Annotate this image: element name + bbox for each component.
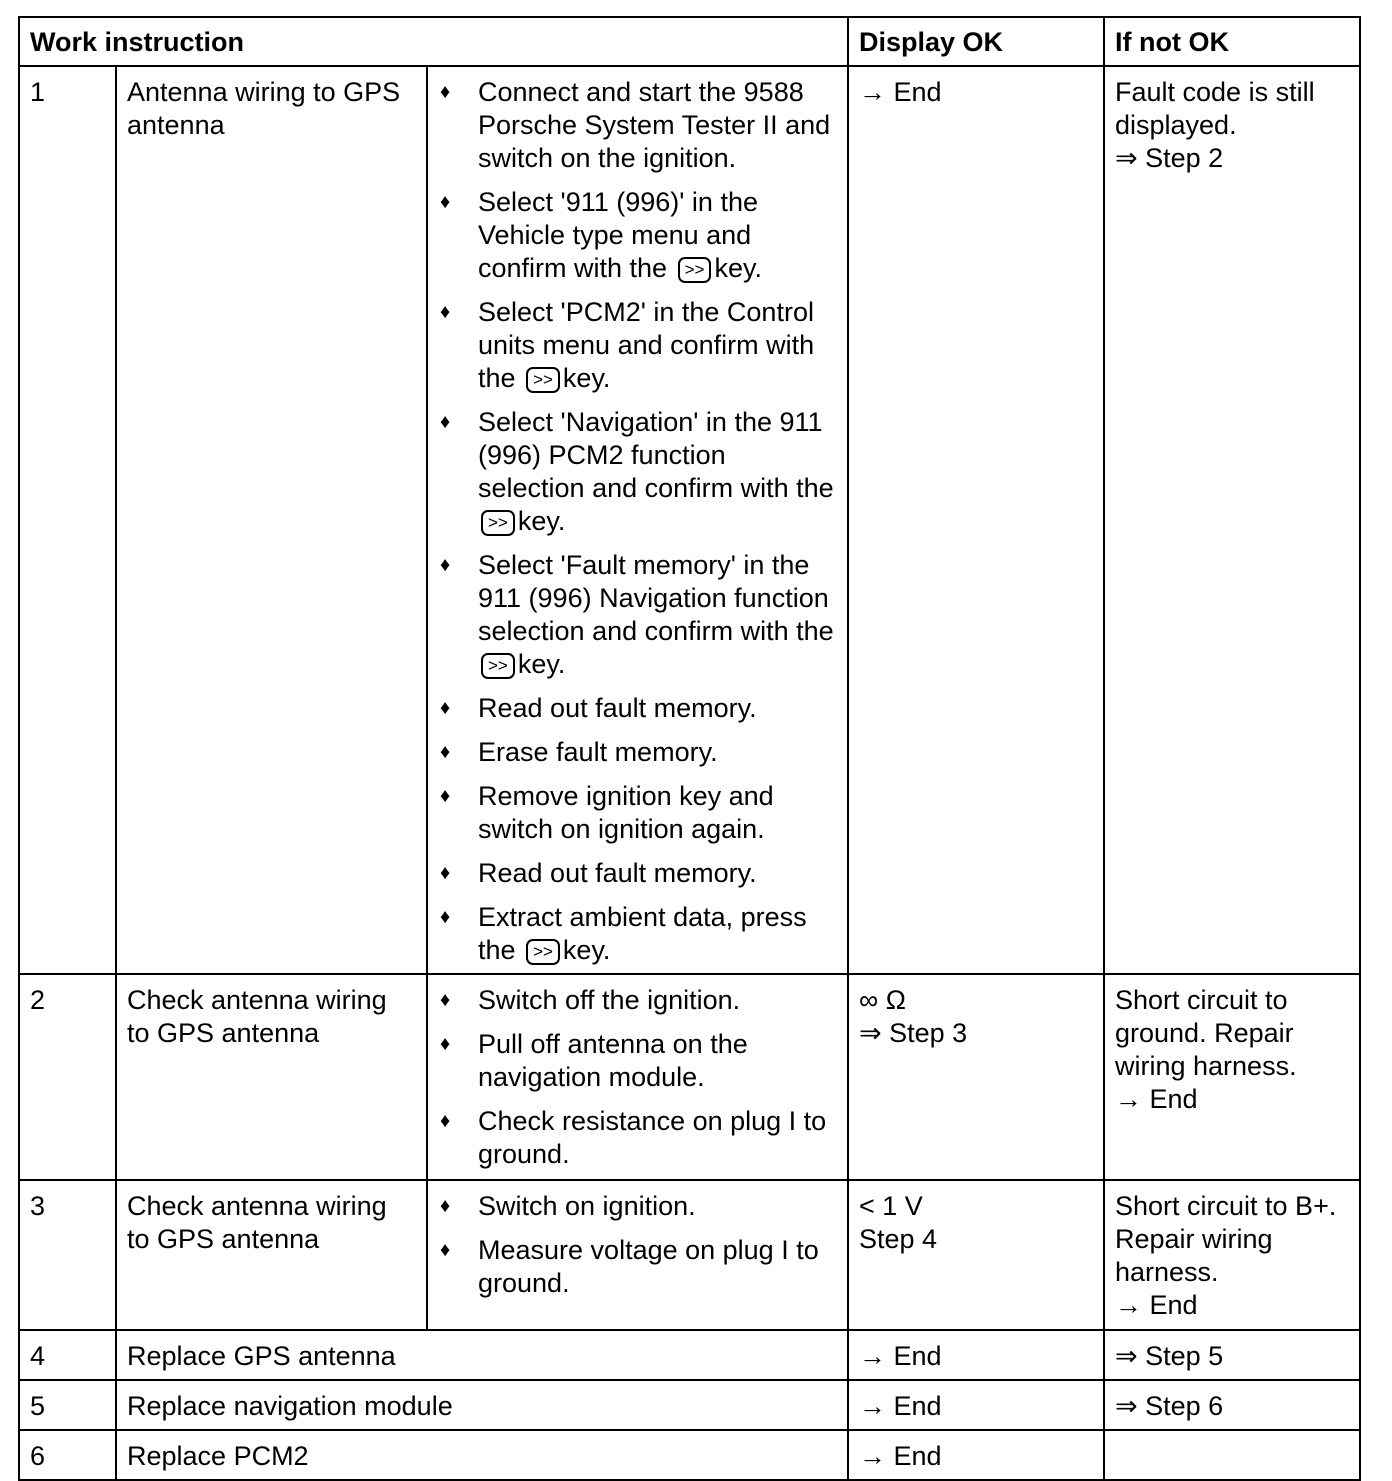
display-ok-cell: → End	[848, 1330, 1104, 1380]
diamond-bullet-icon: ♦	[440, 906, 451, 928]
step-text: Switch off the ignition.	[478, 985, 741, 1015]
display-ok-cell	[848, 66, 1104, 974]
instruction-step	[438, 296, 837, 395]
step-text: Erase fault memory.	[478, 737, 718, 767]
display-ok-cell: → End	[848, 1430, 1104, 1480]
diamond-bullet-icon: ♦	[440, 785, 451, 807]
diamond-bullet-icon: ♦	[440, 1195, 451, 1217]
table-row	[19, 1380, 1360, 1430]
forward-key-icon: >>	[526, 367, 560, 393]
diamond-bullet-icon: ♦	[440, 81, 451, 103]
cell-line: → End	[1115, 1084, 1198, 1114]
instruction-step	[438, 984, 837, 1017]
work-instruction-table	[18, 16, 1361, 1481]
cell-line: Short circuit to B+. Repair wiring harness.	[1115, 1191, 1337, 1287]
diamond-bullet-icon: ♦	[440, 697, 451, 719]
cell-line: ⇒ Step 3	[859, 1018, 968, 1048]
step-title: Replace PCM2	[116, 1430, 848, 1480]
step-text: Read out fault memory.	[478, 693, 757, 723]
cell-line: ∞ Ω	[859, 985, 906, 1015]
instruction-step	[438, 1190, 837, 1223]
instruction-step	[438, 692, 837, 725]
forward-key-icon: >>	[526, 939, 560, 965]
display-ok-cell	[848, 1180, 1104, 1330]
diamond-bullet-icon: ♦	[440, 411, 451, 433]
header-display-ok: Display OK	[848, 17, 1104, 66]
step-number: 6	[19, 1430, 116, 1480]
forward-key-icon: >>	[481, 653, 515, 679]
step-text: Remove ignition key and switch on ignition again.	[478, 781, 774, 844]
instruction-step	[438, 186, 837, 285]
step-title: Antenna wiring to GPS antenna	[116, 66, 427, 974]
diamond-bullet-icon: ♦	[440, 1239, 451, 1261]
step-number: 3	[19, 1180, 116, 1330]
diamond-bullet-icon: ♦	[440, 301, 451, 323]
step-number: 5	[19, 1380, 116, 1430]
if-not-ok-cell	[1104, 974, 1360, 1180]
instruction-step	[438, 1105, 837, 1171]
diamond-bullet-icon: ♦	[440, 1033, 451, 1055]
step-text-end: key.	[714, 253, 762, 283]
step-number: 2	[19, 974, 116, 1180]
step-text: Select '911 (996)' in the Vehicle type menu and confirm with the	[478, 187, 758, 283]
instruction-step	[438, 76, 837, 175]
step-title: Replace GPS antenna	[116, 1330, 848, 1380]
table-row	[19, 1180, 1360, 1330]
step-number: 1	[19, 66, 116, 974]
if-not-ok-cell: ⇒ Step 6	[1104, 1380, 1360, 1430]
display-ok-cell: → End	[848, 1380, 1104, 1430]
step-text: Select 'Fault memory' in the 911 (996) Navigation function selection and confirm with the	[478, 550, 834, 646]
forward-key-icon: >>	[678, 257, 712, 283]
step-title: Check antenna wiring to GPS antenna	[116, 974, 427, 1180]
step-instructions	[427, 974, 848, 1180]
step-text: Read out fault memory.	[478, 858, 757, 888]
cell-line: Step 4	[859, 1224, 938, 1254]
instruction-step	[438, 406, 837, 538]
step-text: Pull off antenna on the navigation module.	[478, 1029, 748, 1092]
cell-line: → End	[859, 77, 942, 107]
step-text-end: key.	[517, 506, 566, 536]
step-text: Check resistance on plug I to ground.	[478, 1106, 827, 1169]
step-instructions	[427, 1180, 848, 1330]
if-not-ok-cell: ⇒ Step 5	[1104, 1330, 1360, 1380]
cell-line: Short circuit to ground. Repair wiring harness.	[1115, 985, 1297, 1081]
diamond-bullet-icon: ♦	[440, 741, 451, 763]
instruction-step	[438, 901, 837, 967]
step-title: Replace navigation module	[116, 1380, 848, 1430]
instruction-step	[438, 736, 837, 769]
table-header-row	[19, 17, 1360, 66]
if-not-ok-cell	[1104, 1430, 1360, 1480]
step-text: Select 'PCM2' in the Control units menu and confirm with the	[478, 297, 815, 393]
diamond-bullet-icon: ♦	[440, 989, 451, 1011]
step-text-end: key.	[562, 363, 611, 393]
diamond-bullet-icon: ♦	[440, 554, 451, 576]
step-text-end: key.	[562, 935, 611, 965]
table-row	[19, 1430, 1360, 1480]
header-if-not-ok: If not OK	[1104, 17, 1360, 66]
table-row	[19, 66, 1360, 974]
instruction-step	[438, 1028, 837, 1094]
forward-key-icon: >>	[481, 510, 515, 536]
cell-line: → End	[1115, 1290, 1198, 1320]
header-work-instruction: Work instruction	[19, 17, 848, 66]
instruction-step	[438, 780, 837, 846]
cell-line: ⇒ Step 2	[1115, 143, 1224, 173]
step-text: Select 'Navigation' in the 911 (996) PCM2 function selection and confirm with the	[478, 407, 834, 503]
table-row	[19, 1330, 1360, 1380]
step-text: Extract ambient data, press the	[478, 902, 807, 965]
step-text-end: key.	[517, 649, 566, 679]
instruction-step	[438, 857, 837, 890]
step-text: Connect and start the 9588 Porsche System Tester II and switch on the ignition.	[478, 77, 831, 173]
diamond-bullet-icon: ♦	[440, 1110, 451, 1132]
instruction-step	[438, 1234, 837, 1300]
step-title: Check antenna wiring to GPS antenna	[116, 1180, 427, 1330]
table-row	[19, 974, 1360, 1180]
cell-line: Fault code is still displayed.	[1115, 77, 1315, 140]
if-not-ok-cell	[1104, 1180, 1360, 1330]
step-text: Measure voltage on plug I to ground.	[478, 1235, 819, 1298]
step-number: 4	[19, 1330, 116, 1380]
instruction-step	[438, 549, 837, 681]
if-not-ok-cell	[1104, 66, 1360, 974]
diamond-bullet-icon: ♦	[440, 862, 451, 884]
display-ok-cell	[848, 974, 1104, 1180]
diamond-bullet-icon: ♦	[440, 191, 451, 213]
step-instructions	[427, 66, 848, 974]
step-text: Switch on ignition.	[478, 1191, 696, 1221]
cell-line: < 1 V	[859, 1191, 923, 1221]
